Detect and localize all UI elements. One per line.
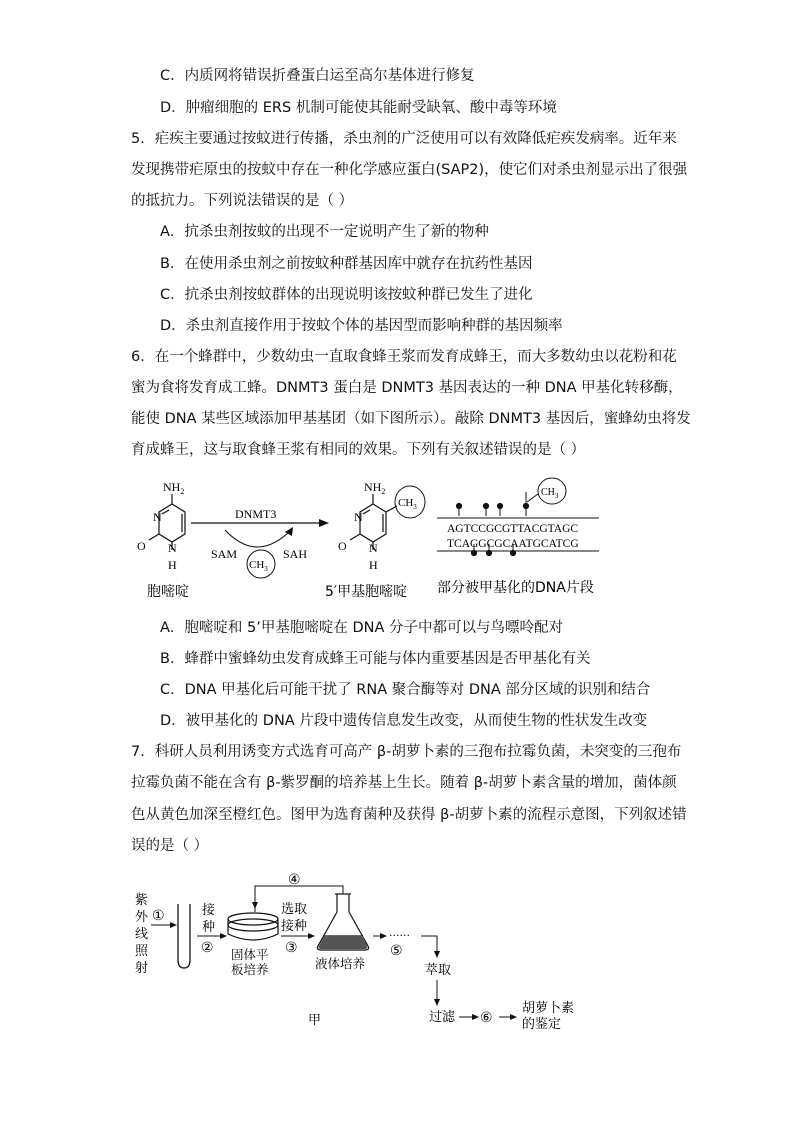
cytosine-n3: N [153,510,162,524]
label-methyl-cytosine: 5′甲基胞嘧啶 [325,584,408,600]
select-label-line-2: 接种 [281,919,308,934]
arrowhead-to-dots [380,933,387,939]
q6-option-a: A．胞嘧啶和 5’甲基胞嘧啶在 DNA 分子中都可以与鸟嘌呤配对 [160,620,564,636]
q7-stem-line-2: 拉霉负菌不能在含有 β-紫罗酮的培养基上生长。随着 β-胡萝卜素含量的增加，菌体颜 [131,775,677,791]
step-6-marker: ⑥ [480,1010,493,1026]
q6-option-d: D．被甲基化的 DNA 片段中遗传信息发生改变，从而使生物的性状发生改变 [160,713,648,729]
ch3-dna-link [527,494,538,502]
sam-label: SAM [211,547,238,561]
ch3-label-dna: $CH_3$ [541,487,559,500]
methyl-cytosine-nh2: $NH_2$ [364,480,386,496]
methyl-cytosine-o: O [338,539,347,553]
uv-char-5: 射 [135,961,149,976]
q6-stem-line-4: 育成蜂王，这与取食蜂王浆有相同的效果。下列有关叙述错误的是（ ） [131,442,586,458]
q5-option-b: B．在使用杀虫剂之前按蚊种群基因库中就存在抗药性基因 [160,256,533,272]
label-cytosine: 胞嘧啶 [147,584,189,600]
dna-bottom-strand: TCAGGCGCAATGCATCG [447,538,579,550]
step-3-marker: ③ [285,940,298,956]
step-5-marker: ⑤ [390,943,403,959]
sam-sah-curve [225,530,291,547]
test-tube-icon [178,904,190,968]
uv-char-4: 照 [135,944,149,959]
q6-stem-line-3: 能使 DNA 某些区域添加甲基基团（如下图所示）。敲除 DNMT3 基因后，蜜蜂幼虫将发 [131,411,691,427]
q7-stem-line-3: 色从黄色加深至橙红色。图甲为选育菌种及获得 β-胡萝卜素的流程示意图，下列叙述错 [131,807,687,823]
uv-char-3: 线 [135,927,149,942]
select-label-line-1: 选取 [281,902,308,917]
extract-label: 萃取 [425,963,452,978]
enzyme-label: DNMT3 [235,507,277,521]
q7-stem-line-4: 误的是（ ） [131,838,209,854]
flask-liquid [319,936,368,949]
arrowhead-step-5 [434,951,440,958]
figure-caption: 甲 [308,1013,322,1028]
step-2-marker: ② [201,940,214,956]
methylation-figure [125,472,625,604]
reaction-arrowhead [319,519,329,527]
sah-label: SAH [283,547,308,561]
identify-label-line-2: 的鉴定 [522,1017,562,1032]
q5-stem-line-1: 5．疟疾主要通过按蚊进行传播，杀虫剂的广泛使用可以有效降低疟疾发病率。近年来 [131,131,677,147]
plate-label-line-2: 板培养 [231,962,269,977]
cytosine-n1: N [168,541,177,555]
identify-label-line-1: 胡萝卜素 [522,1001,575,1016]
methyl-cytosine-n1: N [369,541,378,555]
breeding-flow-figure [125,862,595,1042]
q5-option-c: C．抗杀虫剂按蚊群体的出现说明该按蚊种群已发生了进化 [160,287,533,303]
label-dna-fragment: 部分被甲基化的DNA片段 [437,580,594,596]
cytosine-nh2: $NH_2$ [163,480,185,496]
inoculate-char-1: 接 [202,903,216,918]
dna-top-strand: AGTCCGCGTTACGTAGC [447,523,579,535]
arrowhead-step-3 [308,933,315,939]
uv-char-1: 紫 [135,893,149,908]
q7-stem-line-1: 7．科研人员利用诱变方式选育可高产 β-胡萝卜素的三孢布拉霉负菌，未突变的三孢布 [131,744,682,760]
filter-label: 过滤 [429,1010,456,1025]
q4-option-d: D．肿瘤细胞的 ERS 机制可能使其能耐受缺氧、酸中毒等环境 [160,100,557,116]
methyl-cytosine-n3: N [354,510,363,524]
arrowhead-to-filter [434,999,440,1006]
arrowhead-to-step-6 [472,1014,479,1020]
cytosine-o: O [137,539,146,553]
methyl-cytosine-h: H [369,558,378,572]
plate-label-line-1: 固体平 [231,947,269,962]
continuation-dots: ······ [389,929,410,942]
step-1-marker: ① [152,908,165,924]
uv-char-2: 外 [135,910,149,925]
ch3-label-methyl: $CH_3$ [398,497,417,511]
arrowhead-to-identify [510,1014,517,1020]
q6-option-b: B．蜂群中蜜蜂幼虫发育成蜂王可能与体内重要基因是否甲基化有关 [160,651,591,667]
ch3-label-middle: $CH_3$ [249,559,268,573]
q4-option-c: C．内质网将错误折叠蛋白运至高尔基体进行修复 [160,68,475,84]
cytosine-h: H [168,558,177,572]
q5-stem-line-2: 发现携带疟原虫的按蚊中存在一种化学感应蛋白(SAP2)，使它们对杀虫剂显示出了很强 [131,162,688,178]
arrowhead-step-1 [170,922,177,928]
q5-option-d: D．杀虫剂直接作用于按蚊个体的基因型而影响种群的基因频率 [160,318,563,334]
q6-stem-line-2: 蜜为食将发育成工蜂。DNMT3 蛋白是 DNMT3 基因表达的一种 DNA 甲基化转移酶， [131,380,683,396]
q6-stem-line-1: 6．在一个蜂群中，少数幼虫一直取食蜂王浆而发育成蜂王，而大多数幼虫以花粉和花 [131,349,677,365]
arrowhead-step-4 [252,902,258,909]
arrowhead-step-2 [220,933,227,939]
petri-dish-icon [228,913,278,940]
step-4-marker: ④ [288,872,301,888]
q5-stem-line-3: 的抵抗力。下列说法错误的是（ ） [131,193,354,209]
liquid-culture-label: 液体培养 [315,956,366,971]
q6-option-c: C．DNA 甲基化后可能干扰了 RNA 聚合酶等对 DNA 部分区域的识别和结合 [160,682,651,698]
inoculate-char-2: 种 [202,920,216,935]
q5-option-a: A．抗杀虫剂按蚊的出现不一定说明产生了新的物种 [160,224,489,240]
